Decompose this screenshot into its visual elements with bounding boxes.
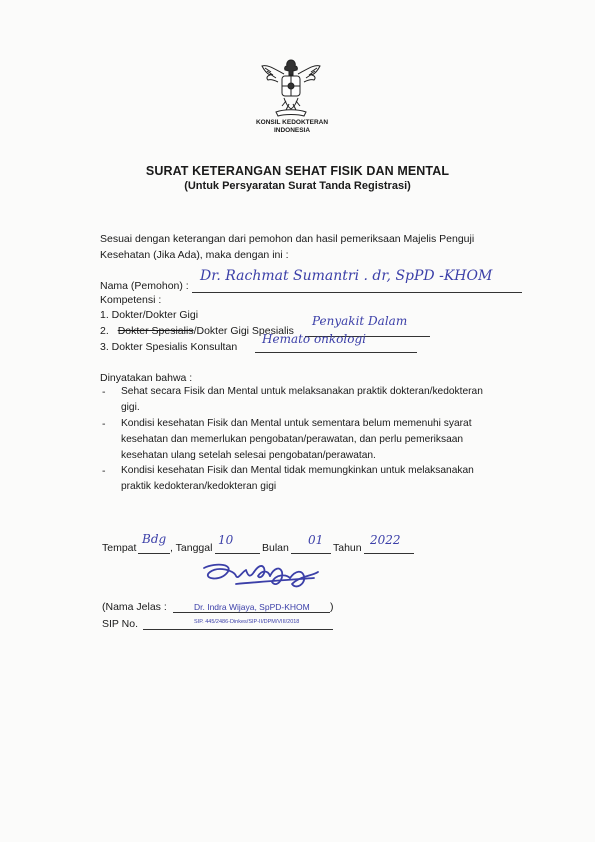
name-label: (Nama Jelas : [102, 601, 167, 613]
applicant-underline [192, 292, 522, 293]
name-stamp: Dr. Indra Wijaya, SpPD-KHOM [194, 602, 310, 612]
date-underline [215, 553, 260, 554]
competence-item-2-rest: /Dokter Gigi Spesialis [193, 325, 294, 337]
name-close-paren: ) [330, 601, 334, 613]
name-underline [173, 612, 330, 613]
year-label: Tahun [333, 542, 362, 554]
sip-stamp: SIP. 445/2486-Dinkes/SIP-II/DPM/VIII/2018 [194, 619, 300, 625]
sip-label: SIP No. [102, 618, 138, 630]
competence-item-2-handwritten: Penyakit Dalam [312, 314, 408, 328]
document-title: SURAT KETERANGAN SEHAT FISIK DAN MENTAL [145, 164, 450, 178]
intro-line-2: Kesehatan (Jika Ada), maka dengan ini : [100, 249, 289, 261]
bullet-3-dash: - [102, 465, 106, 477]
year-handwritten: 2022 [370, 533, 401, 547]
month-handwritten: 01 [308, 533, 324, 547]
garuda-emblem-icon [258, 54, 324, 120]
date-label: , Tanggal [170, 542, 213, 554]
year-underline [364, 553, 414, 554]
competence-label: Kompetensi : [100, 294, 162, 306]
statement-bullet-2-line-2: kesehatan dan memerlukan pengobatan/perawatan, dan perlu pemeriksaan [121, 434, 464, 445]
date-handwritten: 10 [218, 533, 234, 547]
statement-bullet-3-line-2: praktik kedokteran/kedokteran gigi [121, 481, 277, 492]
statement-bullet-1-line-1: Sehat secara Fisik dan Mental untuk melaksanakan praktik dokteran/kedokteran [121, 386, 483, 397]
statement-bullet-3-line-1: Kondisi kesehatan Fisik dan Mental tidak memungkinkan untuk melaksanakan [121, 465, 474, 476]
sip-underline [143, 629, 333, 630]
month-label: Bulan [262, 542, 289, 554]
statement-bullet-2-line-3: kesehatan ulang setelah selesai pengobatan/perawatan. [121, 450, 376, 461]
competence-item-3-handwritten: Hemato onkologi [262, 332, 366, 346]
statement-bullet-1-line-2: gigi. [121, 402, 140, 413]
place-handwritten: Bdg [142, 532, 167, 546]
competence-item-3-underline [255, 352, 417, 353]
applicant-handwritten-value: Dr. Rachmat Sumantri . dr, SpPD -KHOM [200, 268, 493, 284]
bullet-2-dash: - [102, 418, 106, 430]
document-subtitle: (Untuk Persyaratan Surat Tanda Registrasi) [184, 180, 411, 192]
place-label: Tempat [102, 542, 137, 554]
competence-item-2-number: 2. [100, 325, 109, 337]
statement-label: Dinyatakan bahwa : [100, 372, 193, 384]
competence-item-1: 1. Dokter/Dokter Gigi [100, 309, 199, 321]
intro-line-1: Sesuai dengan keterangan dari pemohon dan hasil pemeriksaan Majelis Penguji [100, 233, 475, 245]
competence-item-3: 3. Dokter Spesialis Konsultan [100, 341, 238, 353]
bullet-1-dash: - [102, 386, 106, 398]
signature-icon [196, 558, 324, 596]
org-line-1: KONSIL KEDOKTERAN [255, 119, 329, 126]
competence-item-2-struck: Dokter Spesialis [117, 325, 194, 337]
place-underline [138, 553, 170, 554]
statement-bullet-2-line-1: Kondisi kesehatan Fisik dan Mental untuk sementara belum memenuhi syarat [121, 418, 472, 429]
organization-name [240, 119, 344, 135]
applicant-label: Nama (Pemohon) : [100, 280, 189, 292]
org-line-2: INDONESIA [273, 127, 311, 134]
month-underline [291, 553, 331, 554]
